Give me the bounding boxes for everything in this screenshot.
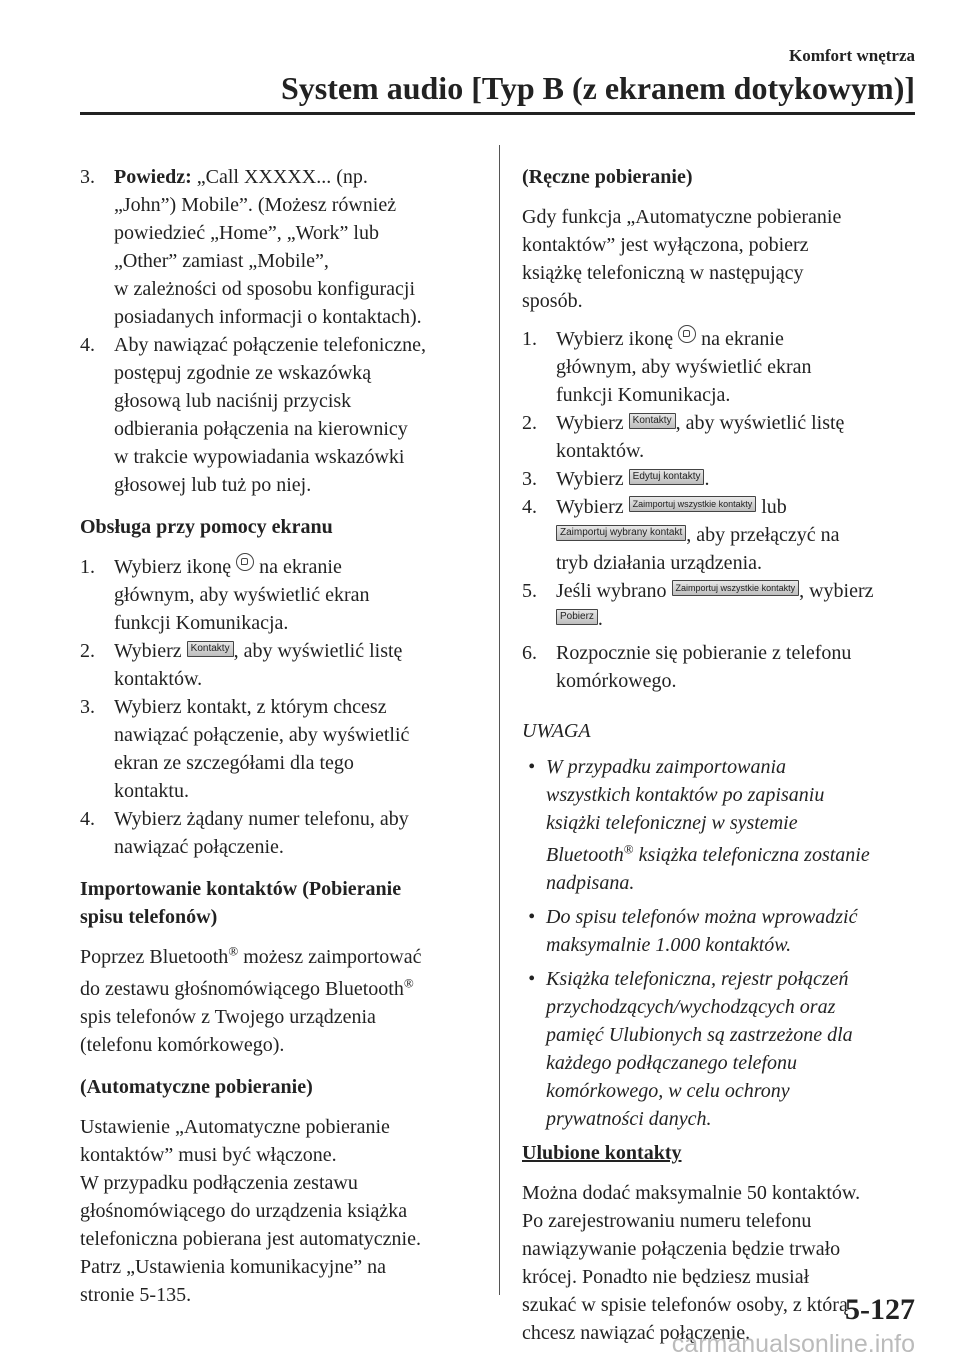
- column-divider: [499, 145, 500, 1295]
- manual-step-4: 4. Wybierz Zaimportuj wszystkie kontakty lub Zaimportuj wybrany kontakt , aby przełączyć na tryb działania urządzenia.: [522, 496, 840, 574]
- import-paragraph: Poprzez Bluetooth® możesz zaimportować do zestawu głośnomówiącego Bluetooth® spis telefonów z Twojego urządzenia (telefonu komórkowego).: [80, 943, 422, 1056]
- note-item: • Książka telefoniczna, rejestr połączeń przychodzących/wychodzących oraz pamięć Ulubionych są zastrzeżone dla każdego podłączanego telefonu komórkowego, w celu ochrony prywatności danych.: [528, 968, 853, 1130]
- screen-step-4: 4. Wybierz żądany numer telefonu, aby nawiązać połączenie.: [80, 808, 409, 858]
- communication-icon: [678, 325, 696, 343]
- manual-step-6: 6. Rozpocznie się pobieranie z telefonu komórkowego.: [522, 642, 852, 692]
- page-title: System audio [Typ B (z ekranem dotykowym)]: [280, 70, 915, 106]
- manual-step-5: 5. Jeśli wybrano Zaimportuj wszystkie kontakty , wybierz Pobierz .: [522, 580, 874, 630]
- right-column: [522, 163, 922, 1347]
- screen-step-1: 1. Wybierz ikonę na ekranie głównym, aby wyświetlić ekran funkcji Komunikacja.: [80, 553, 472, 637]
- note-item: • W przypadku zaimportowania wszystkich kontaktów po zapisaniu książki telefonicznej w systemie Bluetooth® książka telefoniczna zostanie nadpisana.: [528, 756, 870, 894]
- zaimportuj-wszystkie-button: Zaimportuj wszystkie kontakty: [672, 580, 800, 596]
- watermark: carmanualsonline.info: [671, 1330, 915, 1358]
- header-rule: [80, 112, 915, 115]
- page-number: 5-127: [845, 1293, 915, 1326]
- header-section: Komfort wnętrza: [788, 46, 915, 65]
- heading-screen: Obsługa przy pomocy ekranu: [80, 516, 333, 538]
- auto-paragraph: Ustawienie „Automatyczne pobieranie kontaktów” musi być włączone. W przypadku podłączenia zestawu głośnomówiącego do urządzenia książka telefoniczna pobierana jest automatycznie. Patrz „Ustawienia komunikacyjne” na stronie 5-135.: [80, 1116, 421, 1306]
- step-4: 4. Aby nawiązać połączenie telefoniczne, postępuj zgodnie ze wskazówką głosową lub naciśnij przycisk odbierania połączenia na kierownicy w trakcie wypowiadania wskazówki głosowej lub tuż po niej.: [80, 334, 427, 496]
- heading-manual: (Ręczne pobieranie): [522, 166, 693, 188]
- heading-auto: (Automatyczne pobieranie): [80, 1076, 313, 1098]
- manual-step-1: 1. Wybierz ikonę na ekranie głównym, aby wyświetlić ekran funkcji Komunikacja.: [522, 325, 922, 409]
- manual-paragraph: Gdy funkcja „Automatyczne pobieranie kontaktów” jest wyłączona, pobierz książkę telefoniczną w następujący sposób.: [522, 206, 842, 312]
- edytuj-kontakty-button: Edytuj kontakty: [629, 469, 705, 485]
- manual-step-3: 3. Wybierz Edytuj kontakty .: [522, 468, 710, 490]
- note-item: • Do spisu telefonów można wprowadzić maksymalnie 1.000 kontaktów.: [528, 906, 858, 956]
- kontakty-button: Kontakty: [187, 641, 234, 657]
- left-column: [80, 163, 472, 1309]
- heading-import: Importowanie kontaktów (Pobieranie spisu telefonów): [80, 878, 402, 928]
- step-3: 3. Powiedz: „Call XXXXX... (np. „John”) Mobile”. (Możesz również powiedzieć „Home”, „Work” lub „Other” zamiast „Mobile”, w zależności od sposobu konfiguracji posiadanych informacji o kontaktach).: [80, 166, 422, 328]
- favorites-paragraph: Można dodać maksymalnie 50 kontaktów. Po zarejestrowaniu numeru telefonu nawiązywanie połączenia będzie trwało krócej. Ponadto nie będziesz musiał szukać w spisie telefonów osoby, z którą chcesz nawiązać połączenie.: [522, 1182, 861, 1344]
- pobierz-button: Pobierz: [556, 609, 598, 625]
- screen-step-2: 2. Wybierz Kontakty , aby wyświetlić listę kontaktów.: [80, 640, 403, 690]
- kontakty-button: Kontakty: [629, 413, 676, 429]
- heading-favorites: Ulubione kontakty: [522, 1142, 682, 1164]
- screen-step-3: 3. Wybierz kontakt, z którym chcesz nawiązać połączenie, aby wyświetlić ekran ze szczegółami dla tego kontaktu.: [80, 696, 410, 802]
- zaimportuj-wszystkie-button: Zaimportuj wszystkie kontakty: [629, 496, 757, 512]
- note-heading: UWAGA: [522, 720, 591, 742]
- communication-icon: [236, 553, 254, 571]
- zaimportuj-wybrany-button: Zaimportuj wybrany kontakt: [556, 525, 686, 541]
- manual-step-2: 2. Wybierz Kontakty , aby wyświetlić listę kontaktów.: [522, 412, 845, 462]
